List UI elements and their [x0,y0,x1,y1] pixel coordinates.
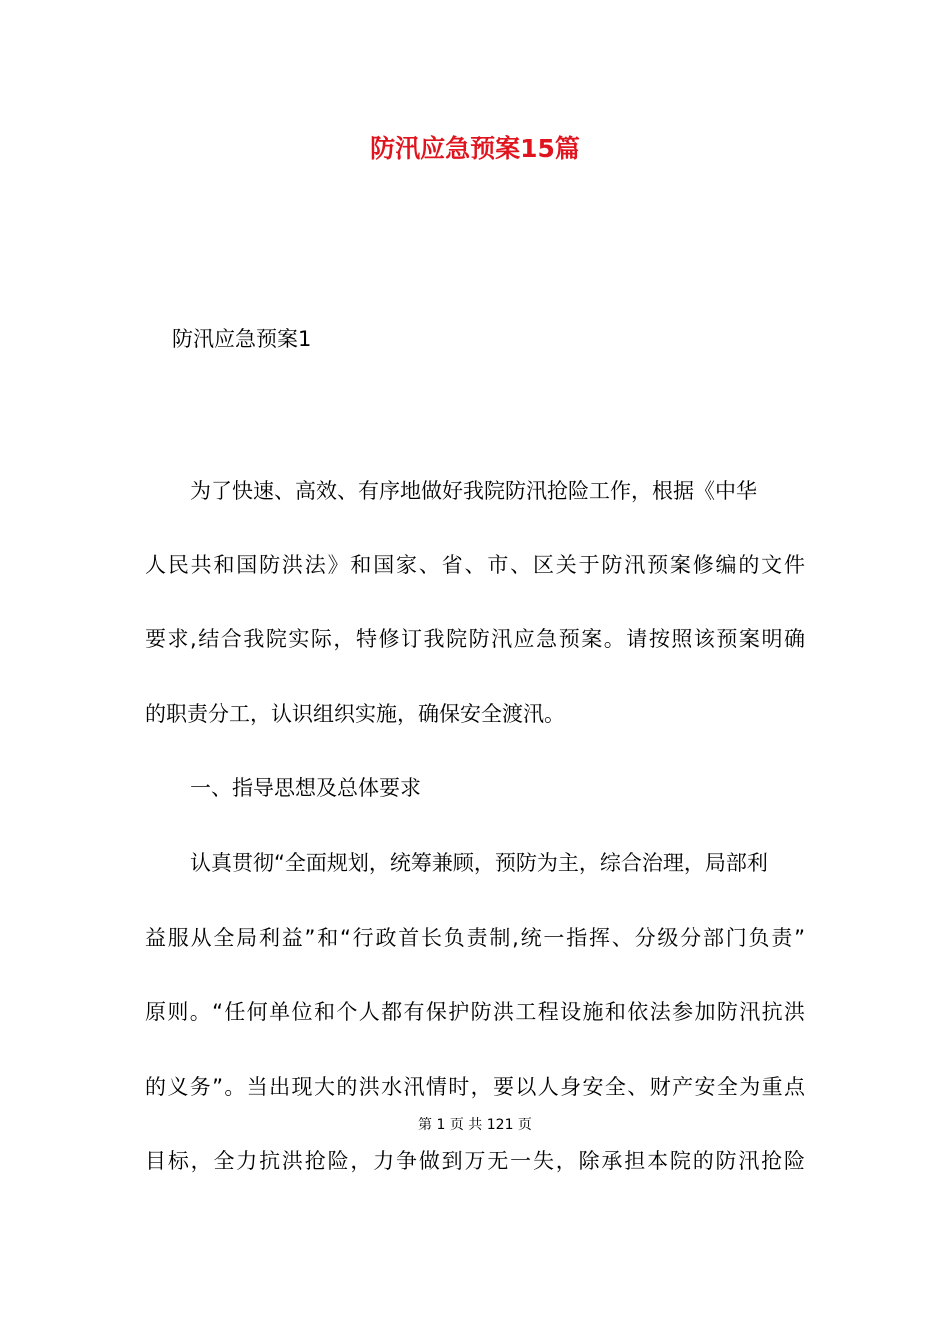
page-footer: 第 1 页 共 121 页 [418,1117,532,1133]
paragraph-1-line-1: 为了快速、高效、有序地做好我院防汛抢险工作，根据《中华 [190,479,757,503]
paragraph-1-line-3: 要求,结合我院实际，特修订我院防汛应急预案。请按照该预案明确 [145,627,805,651]
paragraph-2-line-4: 的义务”。当出现大的洪水汛情时，要以人身安全、财产安全为重点 [145,1075,805,1099]
paragraph-1-line-4: 的职责分工，认识组织实施，确保安全渡汛。 [145,702,565,726]
paragraph-2-line-3: 原则。“任何单位和个人都有保护防洪工程设施和依法参加防汛抗洪 [145,1000,805,1024]
paragraph-1-line-2: 人民共和国防洪法》和国家、省、市、区关于防汛预案修编的文件 [145,553,805,577]
paragraph-2-line-1: 认真贯彻“全面规划，统筹兼顾，预防为主，综合治理，局部利 [190,851,768,875]
heading-guiding-ideology: 一、指导思想及总体要求 [190,776,421,800]
paragraph-2-line-5: 目标，全力抗洪抢险，力争做到万无一失，除承担本院的防汛抢险 [145,1149,805,1173]
section-heading: 防汛应急预案1 [172,327,312,351]
paragraph-2-line-2: 益服从全局利益”和“行政首长负责制,统一指挥、分级分部门负责” [145,926,805,950]
document-title: 防汛应急预案15篇 [370,134,580,163]
